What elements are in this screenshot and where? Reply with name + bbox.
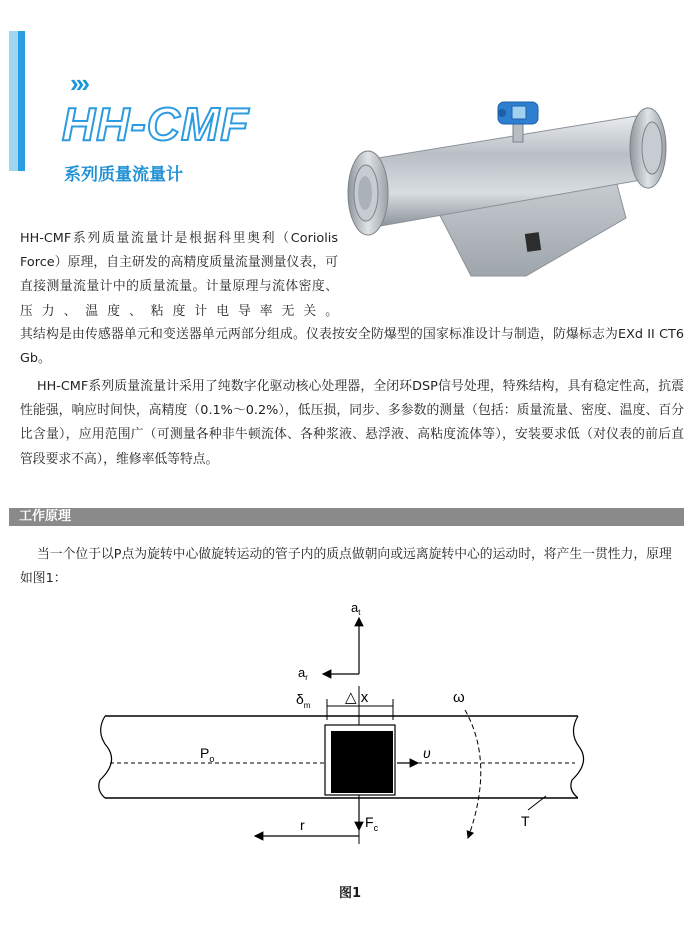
delta-x-label: △ x (345, 689, 369, 706)
mass-element (331, 731, 393, 793)
r-label: r (300, 817, 305, 833)
section-title: 工作原理 (19, 509, 72, 524)
flowmeter-product-image (336, 98, 686, 288)
po-label: $P_o$ (200, 745, 215, 764)
product-title: HH-CMF (62, 98, 250, 150)
fc-label: $F_c$ (365, 814, 379, 833)
t-label: T (521, 813, 530, 829)
velocity-label: υ (423, 745, 431, 761)
accent-bar-dark (18, 31, 25, 171)
pipe-left-break (99, 716, 112, 798)
omega-arc (465, 710, 481, 838)
at-label: $a_t$ (351, 600, 361, 617)
intro-paragraph-wrapped: HH-CMF系列质量流量计是根据科里奥利（Coriolis Force）原理，自主研发的高精度质量流量测量仪表，可直接测量流量计中的质量流量。计量原理与流体密度、压力、温度、粘度计电导率无关。 (20, 231, 338, 319)
intro-paragraph-features: HH-CMF系列质量流量计采用了纯数字化驱动核心处理器，全闭环DSP信号处理，特殊结构，具有稳定性高，抗震性能强，响应时间快，高精度（0.1%～0.2%），低压损，同步、多参数的测量（包括：质量流量、密度、温度、百分比含量），应用范围广（可测量各种非牛顿流体、各种浆液、悬浮液、高粘度流体等），安装要求低（对仪表的前后直管段要求不高），维修率低等特点。 (20, 379, 684, 467)
accent-bar-light (9, 31, 18, 171)
pipe-right-break (571, 716, 584, 798)
product-subtitle: 系列质量流量计 (64, 165, 183, 185)
figure-caption: 图1 (338, 886, 362, 901)
delta-m-label: $\delta_m$ (296, 691, 311, 710)
coriolis-diagram (0, 598, 691, 868)
principle-paragraph: 当一个位于以P点为旋转中心做旋转运动的管子内的质点做朝向或远离旋转中心的运动时，将产生一贯性力，原理如图1： (20, 547, 672, 587)
intro-paragraph-full: 其结构是由传感器单元和变送器单元两部分组成。仪表按安全防爆型的国家标准设计与制造，防爆标志为EXd II CT6 Gb。 (20, 327, 684, 367)
ar-label: $a_r$ (298, 665, 308, 682)
chevron-right-icon: ››› (70, 68, 87, 98)
omega-label: ω (453, 689, 465, 706)
section-header (9, 508, 684, 526)
